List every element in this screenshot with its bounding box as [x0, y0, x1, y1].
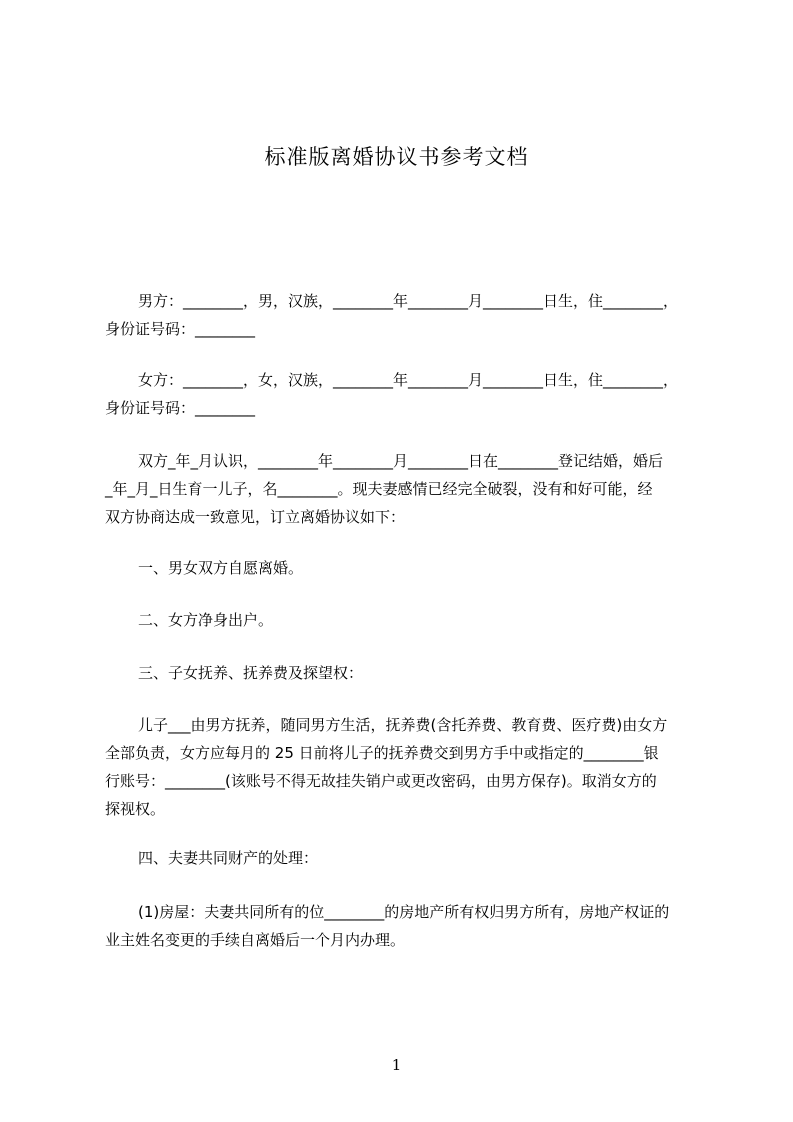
- text-line: 全部负责，女方应每月的 25 日前将儿子的抚养费交到男方手中或指定的________银: [105, 744, 659, 762]
- text-line: 身份证号码：________: [105, 320, 256, 338]
- text-line: 行账号：________(该账号不得无故挂失销户或更改密码，由男方保存)。取消女方的: [105, 772, 657, 790]
- text-line: 业主姓名变更的手续自离婚后一个月内办理。: [105, 931, 406, 949]
- text-line: 探视权。: [105, 800, 166, 818]
- text-line: 女方：________，女，汉族，________年________月________日生，住________，: [138, 371, 679, 389]
- paragraph-background: [105, 447, 713, 531]
- text-line: 三、子女抚养、抚养费及探望权：: [138, 664, 364, 682]
- text-line: 男方：________，男，汉族，________年________月________日生，住________，: [138, 292, 679, 310]
- clause-heading-3: [105, 659, 713, 687]
- text-line: (1)房屋：夫妻共同所有的位________的房地产所有权归男方所有，房地产权证的: [138, 903, 670, 921]
- document-title: 标准版离婚协议书参考文档: [264, 145, 529, 169]
- clause-heading-1: [105, 554, 713, 582]
- text-line: 双方_年_月认识，________年________月________日在________登记结婚，婚后: [138, 452, 664, 470]
- paragraph-custody: [105, 711, 713, 823]
- text-line: 二、女方净身出户。: [138, 611, 274, 629]
- text-line: _年_月_日生育一儿子，名________。现夫妻感情已经完全破裂，没有和好可能，经: [105, 480, 653, 498]
- paragraph-property-house: [105, 898, 713, 954]
- text-line: 儿子___由男方抚养，随同男方生活，抚养费(含托养费、教育费、医疗费)由女方: [138, 716, 668, 734]
- clause-heading-4: [105, 844, 713, 872]
- text-line: 一、男女双方自愿离婚。: [138, 559, 304, 577]
- text-line: 四、夫妻共同财产的处理：: [138, 849, 319, 867]
- text-line: 身份证号码：________: [105, 399, 256, 417]
- clause-heading-2: [105, 606, 713, 634]
- page-number: 1: [391, 1056, 402, 1074]
- paragraph-male-party: [105, 287, 713, 343]
- paragraph-female-party: [105, 366, 713, 422]
- text-line: 双方协商达成一致意见，订立离婚协议如下：: [105, 508, 406, 526]
